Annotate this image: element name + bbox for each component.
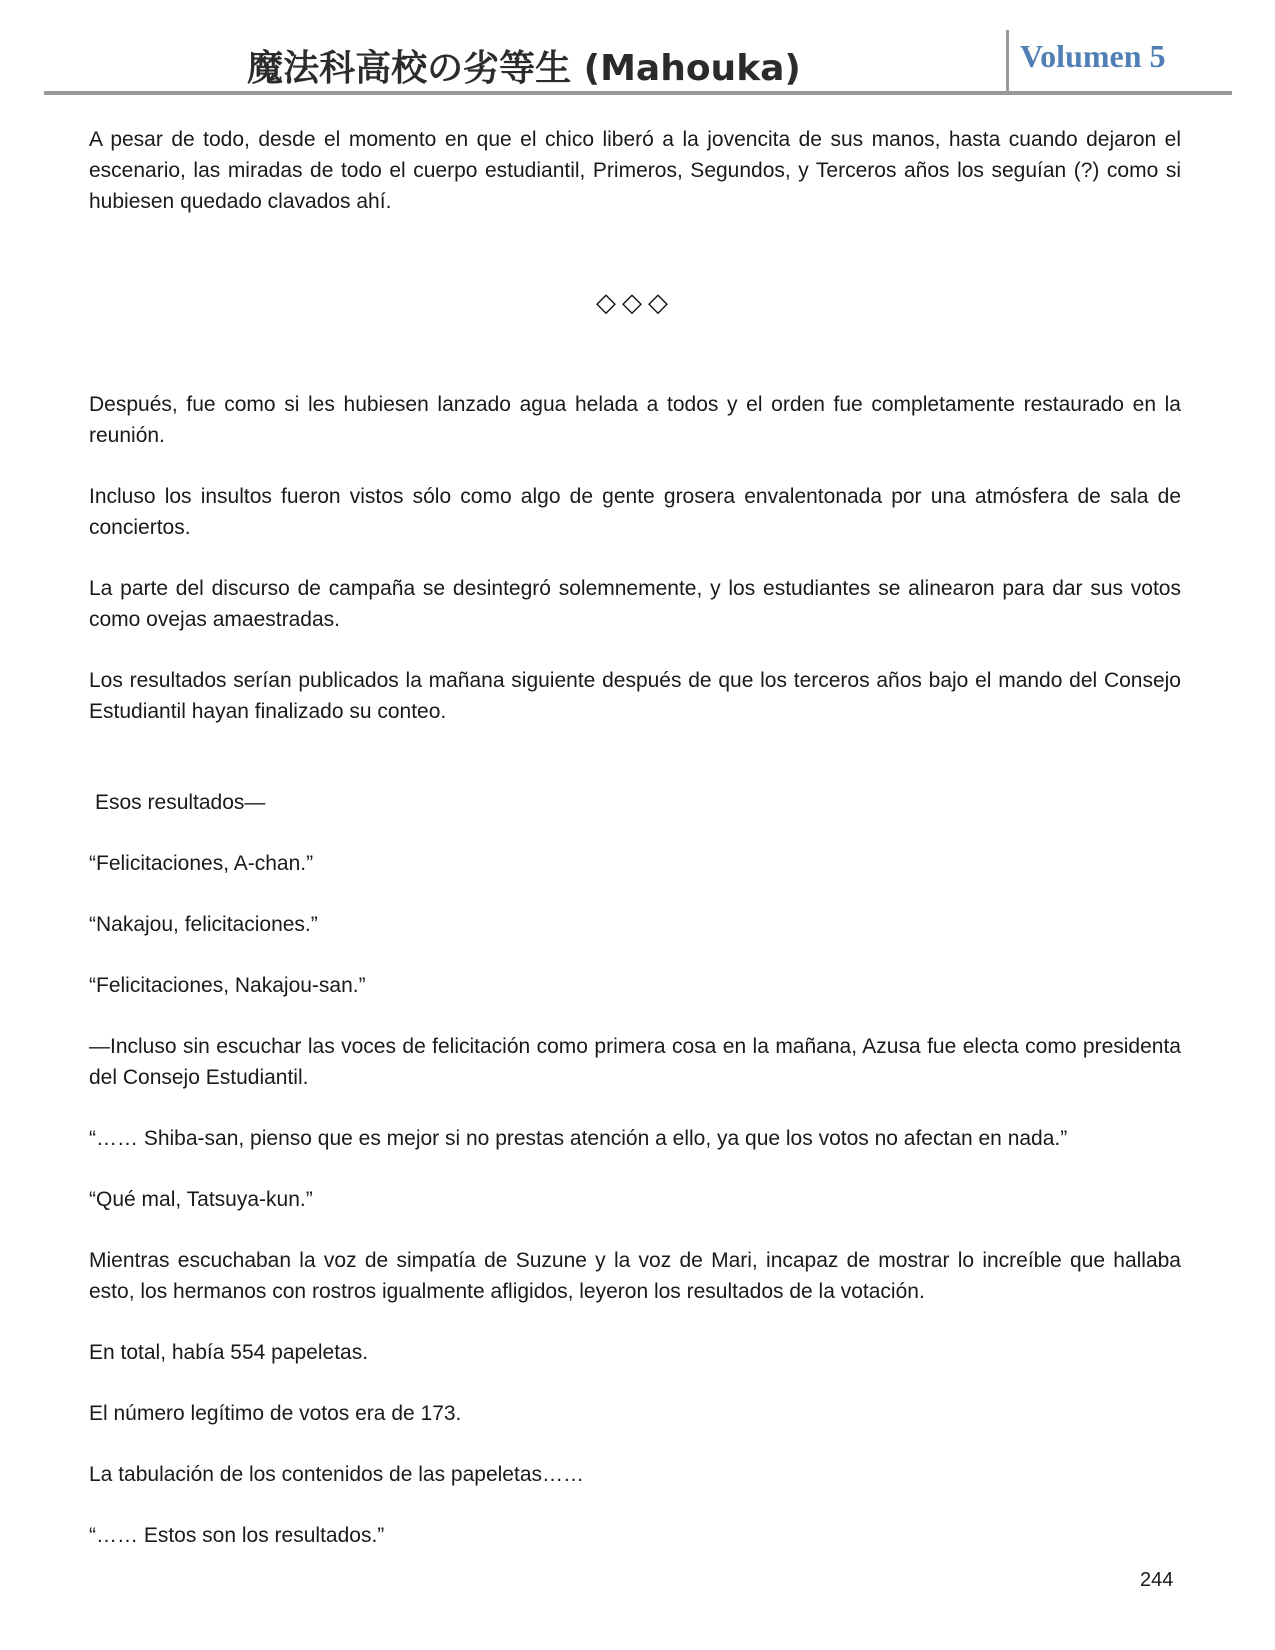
paragraph: —Incluso sin escuchar las voces de felicitación como primera cosa en la mañana, Azusa fue electa como presidenta del Consejo Estudiantil. <box>89 1035 1181 1089</box>
blank-line <box>89 757 1181 787</box>
paragraph: La tabulación de los contenidos de las papeletas…… <box>89 1463 584 1486</box>
paragraph: La parte del discurso de campaña se desintegró solemnemente, y los estudiantes se alinearon para dar sus votos como ovejas amaestradas. <box>89 577 1181 631</box>
paragraph: El número legítimo de votos era de 173. <box>89 1402 462 1425</box>
dialogue-line: “Nakajou, felicitaciones.” <box>89 913 318 936</box>
paragraph: En total, había 554 papeletas. <box>89 1341 369 1364</box>
page-body <box>89 124 1181 1581</box>
paragraph: Los resultados serían publicados la mañana siguiente después de que los terceros años bajo el mando del Consejo Estudiantil hayan finalizado su conteo. <box>89 669 1181 723</box>
header-rule <box>44 91 1232 95</box>
paragraph: Esos resultados— <box>95 791 266 814</box>
dialogue-line: “Qué mal, Tatsuya-kun.” <box>89 1188 313 1211</box>
dialogue-line: “…… Estos son los resultados.” <box>89 1524 385 1547</box>
header-divider <box>1006 30 1009 92</box>
dialogue-line: “Felicitaciones, Nakajou-san.” <box>89 974 366 997</box>
paragraph: Mientras escuchaban la voz de simpatía de Suzune y la voz de Mari, incapaz de mostrar lo increíble que hallaba esto, los hermanos con rostros igualmente afligidos, leyeron los resultados de la votación. <box>89 1249 1181 1303</box>
paragraph: Incluso los insultos fueron vistos sólo como algo de gente grosera envalentonada por una atmósfera de sala de conciertos. <box>89 485 1181 539</box>
dialogue-line: “…… Shiba-san, pienso que es mejor si no prestas atención a ello, ya que los votos no afectan en nada.” <box>89 1127 1068 1150</box>
page-header <box>44 28 1232 96</box>
paragraph: A pesar de todo, desde el momento en que el chico liberó a la jovencita de sus manos, hasta cuando dejaron el escenario, las miradas de todo el cuerpo estudiantil, Primeros, Segundos, y Terceros años los seguían (?) como si hubiesen quedado clavados ahí. <box>89 128 1181 213</box>
book-title: 魔法科高校の劣等生 (Mahouka) <box>247 48 801 89</box>
dialogue-line: “Felicitaciones, A-chan.” <box>89 852 314 875</box>
paragraph: Después, fue como si les hubiesen lanzado agua helada a todos y el orden fue completamente restaurado en la reunión. <box>89 393 1181 447</box>
volume-label: Volumen 5 <box>1020 38 1166 74</box>
page-number: 244 <box>1140 1569 1174 1591</box>
scene-separator: ◇◇◇ <box>596 288 674 318</box>
